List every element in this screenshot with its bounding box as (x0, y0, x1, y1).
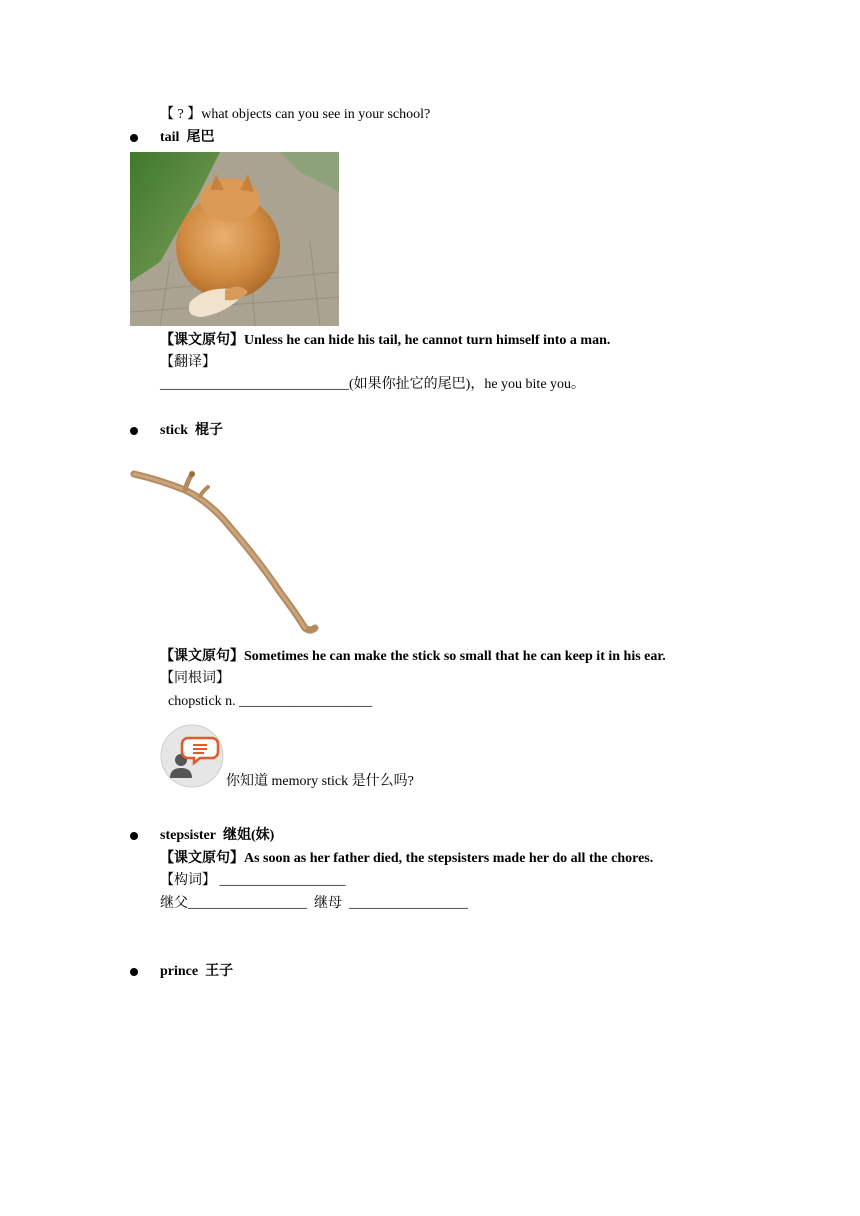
stick-cognate-word: chopstick n. (168, 694, 236, 709)
stepsister-example-sentence: As soon as her father died, the stepsisters made her do all the chores. (244, 851, 654, 866)
stick-example-tag: 【课文原句】 (160, 649, 244, 664)
stick-cognate-tag: 【同根词】 (160, 671, 230, 686)
headword-prince (160, 965, 233, 979)
stepmother-blank[interactable]: _________________ (349, 896, 468, 911)
stepsister-family-line (160, 897, 468, 911)
intro-question: what objects can you see in your school? (201, 107, 431, 122)
stepfather-label: 继父 (160, 896, 188, 911)
headword-stepsister-word: stepsister (160, 828, 216, 843)
intro-line (160, 108, 430, 122)
tail-translate-text: (如果你扯它的尾巴)，he you bite you。 (349, 377, 586, 392)
headword-stepsister-meaning: 继姐(妹) (223, 828, 275, 843)
speech-bubble-person-icon (160, 724, 224, 788)
headword-stepsister (160, 829, 274, 843)
stick-example-sentence: Sometimes he can make the stick so small that he can keep it in his ear. (244, 649, 666, 664)
stepsister-example-tag: 【课文原句】 (160, 851, 244, 866)
stick-cognate-line (168, 695, 372, 709)
stick-photo (130, 452, 326, 635)
memory-stick-question: 你知道 memory stick 是什么吗? (226, 774, 414, 789)
headword-prince-meaning: 王子 (205, 964, 234, 979)
stick-example-line (160, 650, 666, 664)
bullet-tail (130, 134, 138, 142)
tail-translate-blank[interactable]: ___________________________ (160, 377, 349, 392)
bullet-stick (130, 427, 138, 435)
stepfather-blank[interactable]: _________________ (188, 896, 307, 911)
cat-illustration (130, 152, 339, 326)
tail-example-tag: 【课文原句】 (160, 333, 244, 348)
bullet-stepsister (130, 832, 138, 840)
tail-example-line (160, 334, 610, 348)
stepsister-wordform-tag: 【构词】 (160, 873, 216, 888)
tail-translate-line (160, 378, 585, 392)
stepmother-label: 继母 (314, 896, 342, 911)
bullet-prince (130, 968, 138, 976)
tail-translate-tag: 【翻译】 (160, 355, 216, 370)
stepsister-wordform-line (160, 874, 346, 888)
headword-tail-word: tail (160, 130, 180, 145)
stepsister-wordform-blank[interactable]: __________________ (219, 873, 346, 888)
headword-tail (160, 131, 214, 145)
headword-stick-word: stick (160, 423, 188, 438)
headword-stick-meaning: 棍子 (195, 423, 223, 438)
stepsister-example-line (160, 852, 653, 866)
tail-example-sentence: Unless he can hide his tail, he cannot turn himself into a man. (244, 333, 611, 348)
headword-prince-word: prince (160, 964, 199, 979)
stick-illustration (130, 452, 326, 635)
headword-tail-meaning: 尾巴 (186, 130, 215, 145)
question-bracket: 【 ? 】 (160, 107, 202, 122)
stick-cognate-blank[interactable]: ___________________ (239, 694, 373, 709)
cat-tail-photo (130, 152, 339, 326)
headword-stick (160, 424, 223, 438)
